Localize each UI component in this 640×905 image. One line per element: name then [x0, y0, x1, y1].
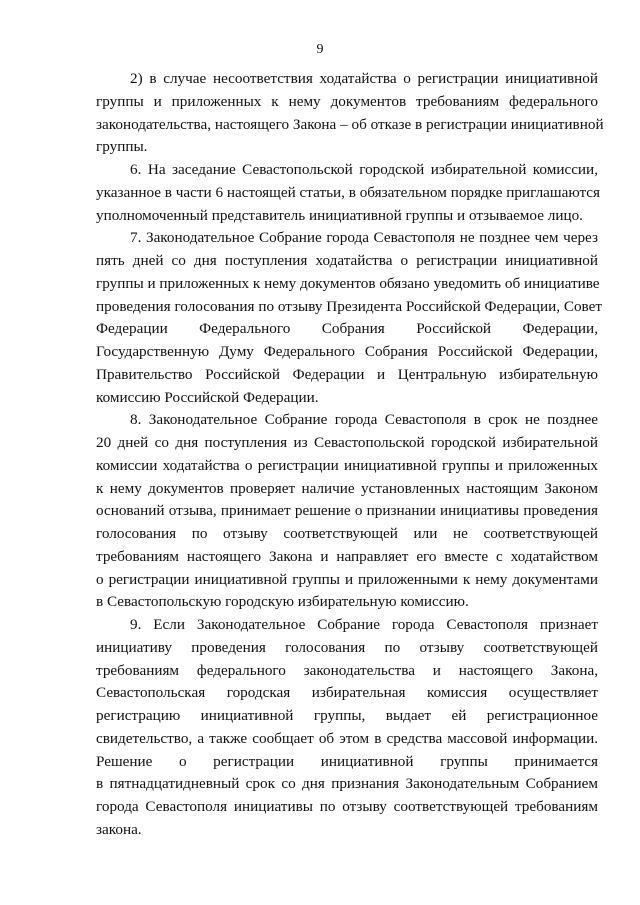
text-line: 2) в случае несоответствия ходатайства о регистрации инициативной	[130, 70, 598, 87]
text-line: голосования по отзыву соответствующей или не соответствующей	[96, 525, 598, 542]
text-line: законодательства, настоящего Закона – об отказе в регистрации инициативной	[96, 115, 604, 133]
paragraph	[96, 409, 598, 614]
text-line: регистрацию инициативной группы, выдает ей регистрационное	[96, 707, 598, 724]
text-line: проведения голосования по отзыву Президента Российской Федерации, Совет	[96, 297, 603, 315]
text-line: в пятнадцатидневный срок со дня признания Законодательным Собранием	[96, 775, 598, 793]
text-line: указанное в части 6 настоящей статьи, в обязательном порядке приглашаются	[96, 183, 601, 201]
text-line: 9. Если Законодательное Собрание города Севастополя признает	[130, 616, 598, 633]
text-line: города Севастополя инициативы по отзыву соответствующей требованиям	[96, 798, 598, 815]
text-line: пять дней со дня поступления ходатайства о регистрации инициативной	[96, 252, 598, 269]
text-line: группы и приложенных к нему документов обязано уведомить об инициативе	[96, 274, 600, 292]
paragraph	[96, 614, 598, 842]
paragraph	[96, 68, 604, 159]
text-line: Решение о регистрации инициативной группы принимается	[96, 752, 598, 770]
text-line: закона.	[96, 820, 142, 838]
text-line: уполномоченный представитель инициативной группы и отзываемое лицо.	[96, 206, 583, 224]
text-line: комиссии ходатайства о регистрации инициативной группы и приложенных	[96, 456, 598, 474]
text-line: требованиям настоящего Закона и направляет его вместе с ходатайством	[96, 547, 598, 565]
text-line: свидетельство, а также сообщает об этом в средства массовой информации.	[96, 729, 598, 747]
text-line: требованиям федерального законодательства и настоящего Закона,	[96, 661, 598, 679]
text-line: 20 дней со дня поступления из Севастопольской городской избирательной	[96, 434, 598, 451]
text-line: 7. Законодательное Собрание города Севастополя не позднее чем через	[130, 229, 598, 247]
text-line: в Севастопольскую городскую избирательную комиссию.	[96, 593, 469, 611]
text-line: оснований отзыва, принимает решение о признании инициативы проведения	[96, 502, 598, 520]
text-line: Правительство Российской Федерации и Центральную избирательную	[96, 365, 598, 383]
text-line: инициативу проведения голосования по отзыву соответствующей	[96, 638, 598, 656]
text-line: о регистрации инициативной группы и приложенными к нему документами	[96, 570, 598, 588]
page-number: 9	[316, 42, 324, 57]
paragraph	[96, 159, 601, 227]
text-line: Севастопольская городская избирательная комиссия осуществляет	[96, 684, 598, 702]
text-line: к нему документов проверяет наличие установленных настоящим Законом	[96, 479, 598, 497]
text-line: Государственную Думу Федерального Собрания Российской Федерации,	[96, 343, 598, 360]
text-line: 8. Законодательное Собрание города Севастополя в срок не позднее	[130, 411, 598, 429]
paragraph	[96, 227, 603, 409]
text-line: группы и приложенных к нему документов требованиям федерального	[96, 92, 598, 110]
text-line: группы.	[96, 138, 148, 156]
document-body	[96, 68, 604, 842]
text-line: комиссию Российской Федерации.	[96, 388, 319, 406]
text-line: 6. На заседание Севастопольской городской избирательной комиссии,	[130, 161, 598, 178]
text-line: Федерации Федерального Собрания Российской Федерации,	[96, 320, 598, 338]
